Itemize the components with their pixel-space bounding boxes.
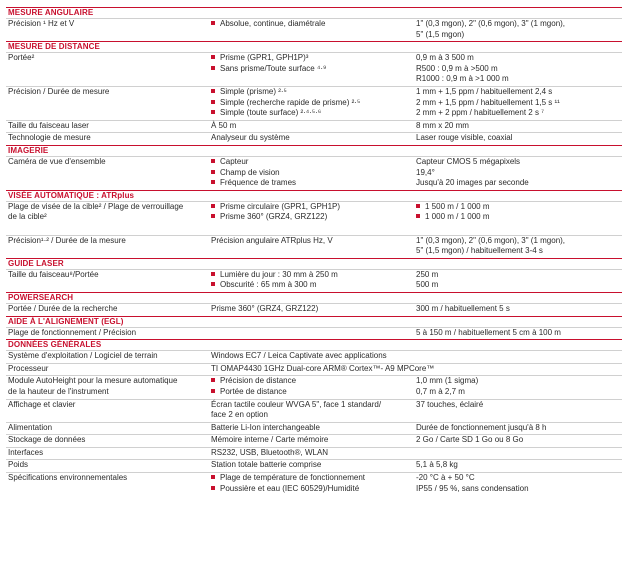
bullet-square-icon [211, 389, 215, 393]
spec-condition [211, 178, 411, 189]
spec-label [8, 270, 208, 281]
spec-label-cell [8, 460, 208, 471]
spec-condition [211, 448, 411, 459]
spec-label-cell [8, 133, 208, 144]
spec-label [8, 53, 208, 64]
spec-condition-text: Portée de distance [220, 386, 287, 396]
spec-label-cell [8, 448, 208, 459]
bullet-square-icon [211, 378, 215, 382]
spec-value [416, 328, 622, 339]
spec-value-text: R500 : 0,9 m à >500 m [416, 63, 498, 73]
spec-value [416, 376, 622, 387]
spec-condition [211, 236, 411, 247]
spec-condition-text: Lumière du jour : 30 mm à 250 m [220, 269, 338, 279]
spec-value-text: IP55 / 95 %, sans condensation [416, 483, 529, 493]
spec-value-text: 1" (0,3 mgon), 2" (0,6 mgon), 3" (1 mgon), [416, 235, 566, 245]
spec-label-cell [8, 157, 208, 168]
spec-condition-cell [211, 400, 411, 421]
spec-value [416, 423, 622, 434]
spec-label-cell [8, 236, 208, 247]
spec-value-text: Capteur CMOS 5 mégapixels [416, 156, 521, 166]
bullet-square-icon [416, 214, 420, 218]
spec-condition-text: Prisme 360° (GRZ4, GRZ122) [211, 303, 319, 313]
spec-condition-text: Fréquence de trames [220, 178, 297, 188]
bullet-square-icon [211, 55, 215, 59]
spec-value [416, 270, 622, 281]
spec-value-cell [416, 121, 622, 132]
spec-value-cell [416, 133, 622, 144]
spec-value [416, 74, 622, 85]
bullet-square-icon [416, 204, 420, 208]
spec-value-cell [416, 202, 622, 223]
spec-condition-text: Prisme 360° (GRZ4, GRZ122) [220, 212, 328, 222]
spec-condition-cell [211, 435, 411, 446]
spec-value [416, 168, 622, 179]
spec-label [8, 328, 208, 339]
spec-label-cell [8, 376, 208, 397]
spec-value-text: 5" (1,5 mgon) / habituellement 3-4 s [416, 246, 543, 256]
spec-condition-cell [211, 202, 411, 223]
spec-label-text: Module AutoHeight pour la mesure automatique [8, 376, 178, 386]
spec-condition-cell [211, 19, 411, 30]
section-title: AIDE À L'ALIGNEMENT (EGL) [6, 316, 622, 327]
section-title: MESURE ANGULAIRE [6, 7, 622, 18]
spec-condition-cell [211, 133, 411, 144]
spec-label-text: Interfaces [8, 447, 44, 457]
spec-value [416, 30, 622, 41]
spec-label-cell [8, 328, 208, 339]
spec-label-text: Précision / Durée de mesure [8, 86, 110, 96]
spec-row [6, 86, 622, 120]
spec-value-text: 5,1 à 5,8 kg [416, 460, 458, 470]
spec-value [416, 387, 622, 398]
spec-condition-text: Simple (toute surface) ²·⁴·⁵·⁶ [220, 108, 322, 118]
spec-value-cell [416, 473, 622, 494]
spec-value-text: 2 mm + 1,5 ppm / habituellement 1,5 s ¹¹ [416, 97, 560, 107]
spec-condition-text: Capteur [220, 156, 249, 166]
spec-condition [211, 473, 411, 484]
spec-condition-text: Batterie Li-Ion interchangeable [211, 422, 320, 432]
spec-label [8, 87, 208, 98]
spec-value [416, 133, 622, 144]
spec-value-text: 500 m [416, 280, 439, 290]
spec-label-text: de la cible² [8, 212, 47, 222]
spec-label-text: Précision ¹ Hz et V [8, 19, 75, 28]
spec-row [6, 235, 622, 258]
spec-value-text: Laser rouge visible, coaxial [416, 133, 513, 143]
spec-value-text: 2 mm + 2 ppm / habituellement 2 s ⁷ [416, 108, 545, 118]
spec-row [6, 434, 622, 447]
spec-row [6, 375, 622, 398]
spec-value [416, 246, 622, 257]
section-title: IMAGERIE [6, 145, 622, 156]
spec-value [416, 304, 622, 315]
spec-row [6, 269, 622, 292]
spec-label-text: Poids [8, 460, 29, 470]
spec-value-cell [416, 435, 622, 446]
spec-label [8, 157, 208, 168]
spec-condition-cell [211, 87, 411, 119]
spec-value-text: 5 à 150 m / habituellement 5 cm à 100 m [416, 327, 561, 337]
spec-value-text: 1 500 m / 1 000 m [425, 201, 490, 211]
spec-value [416, 108, 622, 119]
spec-condition-cell [211, 157, 411, 189]
spec-row [6, 132, 622, 145]
bullet-square-icon [211, 204, 215, 208]
spec-condition-text: Prisme circulaire (GPR1, GPH1P) [220, 201, 341, 211]
spec-label [8, 448, 208, 459]
spec-label [8, 423, 208, 434]
spec-condition [211, 121, 411, 132]
spec-value [416, 53, 622, 64]
spec-value [416, 121, 622, 132]
spec-condition-cell [211, 423, 411, 434]
spec-label-text: de la hauteur de l'instrument [8, 386, 109, 396]
spec-value [416, 280, 622, 291]
bullet-square-icon [211, 272, 215, 276]
spec-value [416, 19, 622, 30]
spec-label-cell [8, 400, 208, 411]
spec-value-cell [416, 304, 622, 315]
spec-condition-cell [211, 53, 411, 85]
spec-value-text: Durée de fonctionnement jusqu'à 8 h [416, 422, 547, 432]
spec-condition [211, 108, 411, 119]
spec-label [8, 236, 208, 247]
spec-condition [211, 387, 411, 398]
spec-condition-cell [211, 270, 411, 291]
spec-value [416, 98, 622, 109]
spec-condition-text: Simple (prisme) ²·⁵ [220, 86, 287, 96]
spec-label-cell [8, 364, 208, 375]
spec-value [416, 435, 622, 446]
spec-condition-text: Simple (recherche rapide de prisme) ²·⁵ [220, 97, 361, 107]
spec-value-text: R1000 : 0,9 m à >1 000 m [416, 74, 509, 84]
bullet-square-icon [211, 486, 215, 490]
spec-condition-text: Station totale batterie comprise [211, 460, 322, 470]
spec-value-text: 250 m [416, 269, 439, 279]
spec-value [416, 87, 622, 98]
spec-condition-text: Analyseur du système [211, 133, 290, 143]
spec-label-text: Caméra de vue d'ensemble [8, 156, 106, 166]
spec-condition-text: face 2 en option [211, 410, 268, 420]
spec-row [6, 447, 622, 460]
spec-label-cell [8, 19, 208, 30]
spec-label-text: Taille du faisceau laser [8, 120, 89, 130]
spec-label-text: Portée² [8, 53, 35, 63]
spec-condition [211, 270, 411, 281]
spec-value-cell [416, 157, 622, 189]
spec-condition [211, 460, 411, 471]
spec-condition-text: Absolue, continue, diamétrale [220, 19, 326, 28]
spec-condition [211, 87, 411, 98]
spec-condition [211, 133, 411, 144]
spec-label-cell [8, 423, 208, 434]
spec-condition-text: Windows EC7 / Leica Captivate avec applications [211, 351, 387, 361]
spec-condition-cell [211, 448, 411, 459]
spec-condition [211, 400, 411, 411]
spec-condition-text: RS232, USB, Bluetooth®, WLAN [211, 447, 329, 457]
spec-value [416, 202, 622, 213]
spec-value [416, 460, 622, 471]
spec-label-text: Technologie de mesure [8, 133, 91, 143]
spec-value-text: 300 m / habituellement 5 s [416, 303, 510, 313]
spec-value [416, 212, 622, 223]
spec-value-text: 8 mm x 20 mm [416, 120, 469, 130]
spec-condition-cell [211, 351, 411, 362]
spec-condition [211, 157, 411, 168]
spec-value-text: 37 touches, éclairé [416, 399, 484, 409]
spec-value [416, 64, 622, 75]
spec-value-text: 1 mm + 1,5 ppm / habituellement 2,4 s [416, 86, 553, 96]
spec-label-cell [8, 270, 208, 281]
bullet-square-icon [211, 475, 215, 479]
spec-row [6, 399, 622, 422]
spec-condition [211, 212, 411, 223]
spec-value-text: 1,0 mm (1 sigma) [416, 376, 479, 386]
spec-condition [211, 202, 411, 213]
spec-condition [211, 98, 411, 109]
spec-row [6, 156, 622, 190]
spec-value-cell [416, 19, 622, 40]
spec-condition [211, 363, 435, 375]
spec-condition [211, 168, 411, 179]
spec-value-cell [416, 328, 622, 339]
spec-label-text: Plage de fonctionnement / Précision [8, 327, 137, 337]
spec-condition-text: Mémoire interne / Carte mémoire [211, 435, 329, 445]
section-title: MESURE DE DISTANCE [6, 41, 622, 52]
spec-value-text: 19,4° [416, 167, 435, 177]
spec-label-text: Précision¹·² / Durée de la mesure [8, 235, 126, 245]
spec-condition [211, 484, 411, 495]
spec-condition-cell [211, 363, 435, 375]
spec-condition-text: Précision de distance [220, 376, 297, 386]
spec-label [8, 212, 208, 223]
spec-value-cell [416, 87, 622, 119]
spec-row [6, 201, 622, 235]
bullet-square-icon [211, 100, 215, 104]
spec-label [8, 19, 208, 30]
spec-condition-cell [211, 236, 411, 247]
spec-label [8, 202, 208, 213]
spec-condition [211, 64, 411, 75]
spec-label [8, 460, 208, 471]
spec-condition-cell [211, 328, 411, 339]
spec-label [8, 435, 208, 446]
spec-condition-cell [211, 376, 411, 397]
spec-condition-text: Sans prisme/Toute surface ⁴·⁹ [220, 63, 327, 73]
spec-label [8, 473, 208, 484]
spec-value-cell [416, 236, 622, 257]
spec-value-text: 1 000 m / 1 000 m [425, 212, 490, 222]
spec-condition-text: Champ de vision [220, 167, 280, 177]
spec-label-text: Système d'exploitation / Logiciel de terrain [8, 351, 158, 361]
spec-condition [211, 280, 411, 291]
spec-value-text: 0,7 m à 2,7 m [416, 386, 465, 396]
spec-label [8, 304, 208, 315]
spec-label [8, 376, 208, 387]
spec-value-text: 1" (0,3 mgon), 2" (0,6 mgon), 3" (1 mgon), [416, 19, 566, 28]
bullet-square-icon [211, 180, 215, 184]
spec-condition-cell [211, 304, 411, 315]
spec-label-cell [8, 121, 208, 132]
spec-label-text: Plage de visée de la cible² / Plage de verrouillage [8, 201, 184, 211]
spec-value-text: 5" (1,5 mgon) [416, 29, 465, 39]
spec-label-text: Processeur [8, 363, 49, 373]
spec-row [6, 120, 622, 133]
spec-condition [211, 74, 411, 85]
spec-condition [211, 53, 411, 64]
spec-label-cell [8, 53, 208, 64]
section-title: GUIDE LASER [6, 258, 622, 269]
spec-label-cell [8, 87, 208, 98]
bullet-square-icon [211, 214, 215, 218]
spec-value-cell [416, 270, 622, 291]
spec-label [8, 400, 208, 411]
spec-value-text: 0,9 m à 3 500 m [416, 53, 474, 63]
bullet-square-icon [211, 66, 215, 70]
spec-row [6, 327, 622, 340]
spec-value-cell [416, 53, 622, 85]
spec-value-text: -20 °C à + 50 °C [416, 473, 475, 483]
spec-value [416, 236, 622, 247]
spec-row [6, 472, 622, 495]
spec-condition-text: TI OMAP4430 1GHz Dual-core ARM® Cortex™- A9 MPCore™ [211, 363, 435, 373]
spec-row [6, 52, 622, 86]
bullet-square-icon [211, 89, 215, 93]
spec-value [416, 484, 622, 495]
spec-value [416, 178, 622, 189]
spec-condition [211, 19, 411, 30]
spec-label-cell [8, 435, 208, 446]
spec-label-text: Affichage et clavier [8, 399, 76, 409]
spec-condition-cell [211, 460, 411, 471]
spec-condition [211, 435, 411, 446]
spec-value [416, 157, 622, 168]
spec-label-text: Portée / Durée de la recherche [8, 303, 118, 313]
spec-condition [211, 351, 411, 362]
spec-condition [211, 410, 411, 421]
bullet-square-icon [211, 21, 215, 25]
spec-condition [211, 423, 411, 434]
spec-row [6, 18, 622, 41]
section-title: POWERSEARCH [6, 292, 622, 303]
section-title: VISÉE AUTOMATIQUE : ATRplus [6, 190, 622, 201]
spec-label-cell [8, 304, 208, 315]
spec-condition [211, 376, 411, 387]
spec-label [8, 364, 208, 375]
spec-condition [211, 304, 411, 315]
spec-condition-text: Plage de température de fonctionnement [220, 473, 365, 483]
spec-condition-text: Obscurité : 65 mm à 300 m [220, 280, 317, 290]
spec-value-text: Jusqu'à 20 images par seconde [416, 178, 529, 188]
spec-value [416, 473, 622, 484]
bullet-square-icon [211, 170, 215, 174]
spec-label [8, 387, 208, 398]
spec-label-cell [8, 473, 208, 484]
bullet-square-icon [211, 110, 215, 114]
spec-value-cell [416, 400, 622, 411]
spec-label [8, 351, 208, 362]
spec-condition-cell [211, 121, 411, 132]
bullet-square-icon [211, 282, 215, 286]
section-title: DONNÉES GÉNÉRALES [6, 339, 622, 350]
spec-condition [211, 328, 411, 339]
spec-label-text: Stockage de données [8, 435, 86, 445]
spec-condition-text: Précision angulaire ATRplus Hz, V [211, 235, 333, 245]
spec-row [6, 459, 622, 472]
spec-condition-cell [211, 473, 411, 494]
spec-value-text: 2 Go / Carte SD 1 Go ou 8 Go [416, 435, 524, 445]
spec-condition-text: Écran tactile couleur WVGA 5", face 1 standard/ [211, 399, 382, 409]
spec-label-cell [8, 202, 208, 223]
spec-condition-text: Poussière et eau (IEC 60529)/Humidité [220, 483, 360, 493]
spec-value-cell [416, 460, 622, 471]
spec-row [6, 350, 622, 363]
spec-condition-text: Prisme (GPR1, GPH1P)³ [220, 53, 309, 63]
spec-value-cell [416, 423, 622, 434]
spec-row [6, 422, 622, 435]
spec-row [6, 363, 622, 376]
spec-label-cell [8, 351, 208, 362]
spec-row [6, 303, 622, 316]
spec-value-cell [416, 376, 622, 397]
spec-label-text: Spécifications environnementales [8, 473, 128, 483]
spec-value [416, 400, 622, 411]
spec-label [8, 133, 208, 144]
spec-label [8, 121, 208, 132]
bullet-square-icon [211, 159, 215, 163]
spec-label-text: Alimentation [8, 422, 53, 432]
spec-label-text: Taille du faisceau⁸/Portée [8, 269, 99, 279]
spec-condition-text: À 50 m [211, 120, 237, 130]
